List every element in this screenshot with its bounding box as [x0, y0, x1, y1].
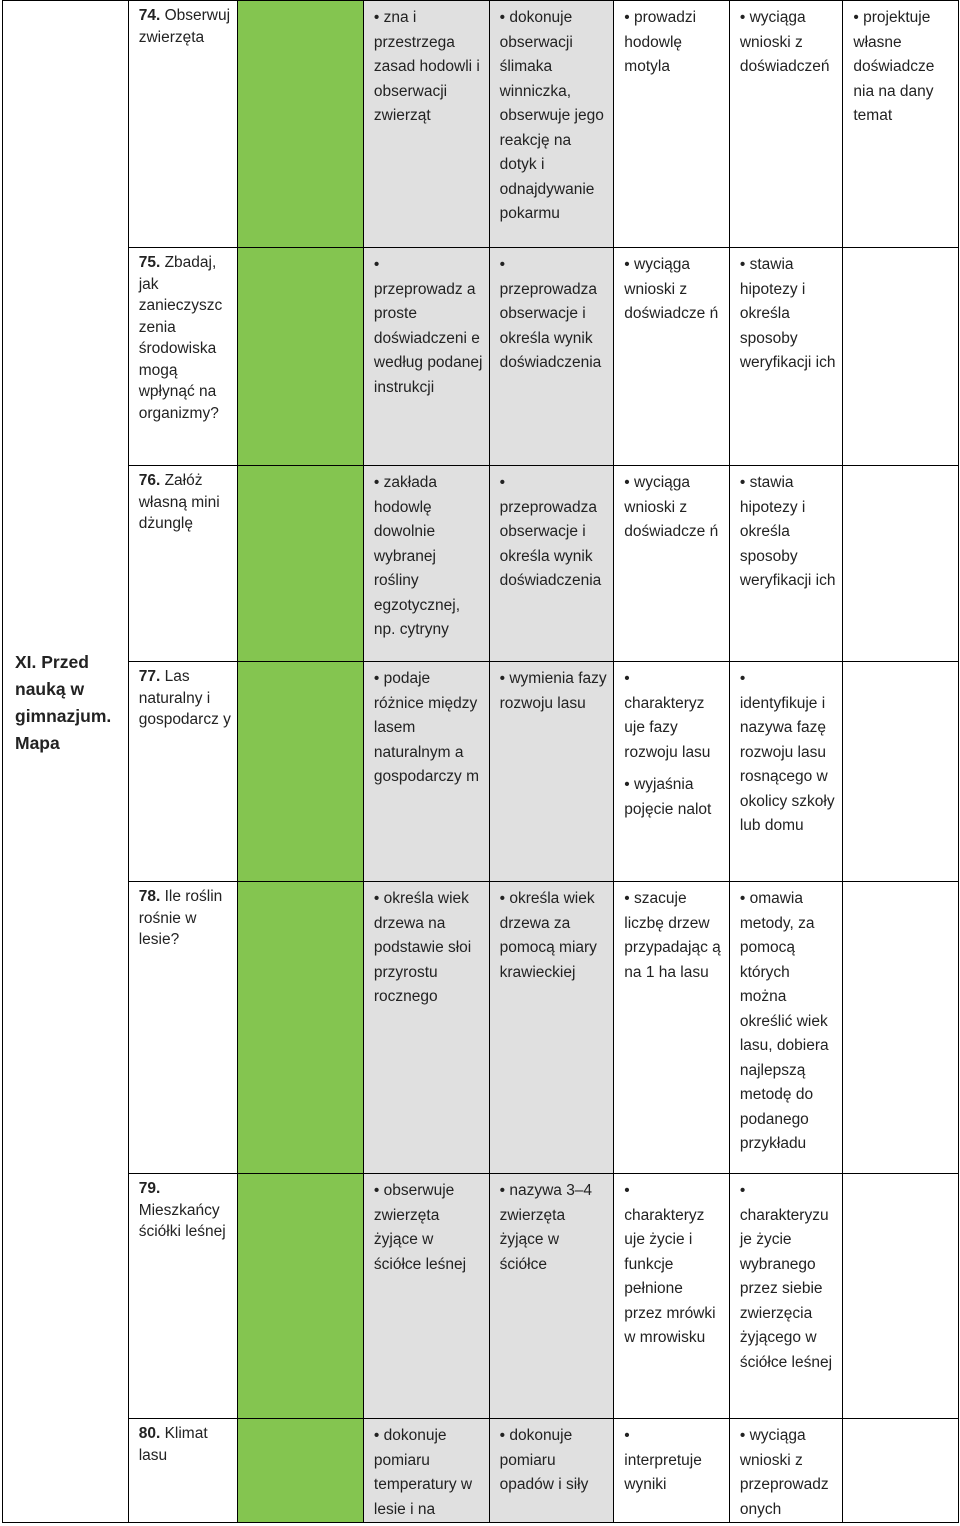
- bullet-icon: [624, 667, 723, 692]
- requirement-list: [490, 662, 614, 716]
- bullet-icon: [740, 667, 837, 692]
- requirement-level-2-cell: [489, 248, 614, 466]
- requirement-item: [740, 471, 837, 594]
- requirement-item: [624, 773, 723, 822]
- requirement-text: dokonuje obserwacji ślimaka winniczka, obserwuje jego reakcję na dotyk i odnajdywanie pokarmu: [499, 9, 604, 222]
- requirement-list: [843, 662, 958, 667]
- table-row: [3, 466, 959, 662]
- requirement-item: [374, 471, 483, 643]
- requirement-list: [614, 882, 729, 985]
- green-column-cell: [238, 466, 364, 662]
- requirement-list: [490, 1419, 614, 1498]
- requirement-level-3-cell: [614, 1419, 730, 1523]
- curriculum-table: [2, 0, 959, 1523]
- requirement-level-1-cell: [363, 466, 489, 662]
- requirement-text: stawia hipotezy i określa sposoby weryfikacji ich: [739, 256, 836, 371]
- requirement-item: [500, 253, 608, 376]
- requirement-level-4-cell: [729, 882, 843, 1174]
- requirement-item: [374, 253, 483, 400]
- requirement-item: [624, 1179, 723, 1351]
- requirement-text: zna i przestrzega zasad hodowli i obserwacji zwierząt: [373, 9, 480, 124]
- requirement-level-2-cell: [489, 1, 614, 248]
- requirement-text: przeprowadz a proste doświadczeni e według podanej instrukcji: [373, 280, 483, 396]
- requirement-item: [374, 6, 483, 129]
- requirement-text: charakteryzu je życie wybranego przez siebie zwierzęcia żyjącego w ściółce leśnej: [739, 1206, 833, 1371]
- lesson-number: 77.: [138, 668, 161, 685]
- section-title: XI. Przed nauką w gimnazjum. Mapa: [15, 652, 112, 753]
- requirement-level-1-cell: [363, 1419, 489, 1523]
- requirement-text: nazywa 3–4 zwierzęta żyjące w ściółce: [499, 1182, 593, 1273]
- requirement-text: wymienia fazy rozwoju lasu: [499, 670, 607, 712]
- requirement-level-4-cell: [729, 1, 843, 248]
- lesson-heading: [129, 662, 237, 731]
- requirement-level-3-cell: [614, 1, 730, 248]
- requirement-level-2-cell: [489, 1174, 614, 1419]
- lesson-title: Mieszkańcy ściółki leśnej: [138, 1201, 226, 1240]
- requirement-level-4-cell: [729, 248, 843, 466]
- requirement-list: [364, 662, 489, 790]
- lesson-cell: [128, 248, 237, 466]
- requirement-list: [730, 466, 843, 594]
- requirement-list: [730, 1174, 843, 1375]
- requirement-list: [490, 1, 614, 227]
- requirement-level-1-cell: [363, 1, 489, 248]
- requirement-item: [500, 887, 608, 985]
- lesson-title: Klimat lasu: [138, 1425, 208, 1464]
- lesson-title: Obserwuj zwierzęta: [138, 7, 231, 46]
- requirement-level-5-cell: [843, 466, 959, 662]
- table-row: [3, 1, 959, 248]
- requirement-level-3-cell: [614, 1174, 730, 1419]
- requirement-list: [364, 1419, 489, 1522]
- requirement-list: [614, 1, 729, 80]
- green-column-cell: [238, 662, 364, 882]
- green-column-cell: [238, 1419, 364, 1523]
- requirement-list: [843, 1419, 958, 1424]
- requirement-text: stawia hipotezy i określa sposoby weryfikacji ich: [739, 474, 836, 589]
- requirement-text: projektuje własne doświadcze nia na dany temat: [853, 9, 935, 124]
- requirement-list: [843, 466, 958, 471]
- lesson-title: Zbadaj, jak zanieczyszc zenia środowiska mogą wpłynąć na organizmy?: [138, 254, 223, 422]
- requirement-item: [740, 253, 837, 376]
- bullet-icon: [374, 253, 483, 278]
- requirement-item: [740, 887, 837, 1157]
- lesson-heading: [129, 248, 237, 424]
- requirement-text: zakłada hodowlę dowolnie wybranej rośliny egzotycznej, np. cytryny: [373, 474, 461, 638]
- requirement-list: [490, 1174, 614, 1277]
- requirement-level-5-cell: [843, 1, 959, 248]
- requirement-item: [500, 471, 608, 594]
- lesson-title: Załóż własną mini dżunglę: [138, 472, 220, 532]
- requirement-text: identyfikuje i nazywa fazę rozwoju lasu rosnącego w okolicy szkoły lub domu: [739, 694, 835, 834]
- requirement-item: [740, 667, 837, 839]
- requirement-level-3-cell: [614, 662, 730, 882]
- requirement-level-4-cell: [729, 662, 843, 882]
- requirement-text: przeprowadza obserwacje i określa wynik doświadczenia: [499, 280, 602, 371]
- table-row: [3, 1419, 959, 1523]
- lesson-title: Las naturalny i gospodarcz y: [138, 668, 231, 728]
- requirement-text: prowadzi hodowlę motyla: [624, 9, 697, 75]
- requirement-text: przeprowadza obserwacje i określa wynik doświadczenia: [499, 498, 602, 589]
- lesson-title: Ile roślin rośnie w lesie?: [138, 888, 223, 948]
- requirement-list: [614, 248, 729, 327]
- requirement-list: [614, 662, 729, 822]
- requirement-level-1-cell: [363, 882, 489, 1174]
- requirement-list: [730, 1, 843, 80]
- table-row: [3, 1174, 959, 1419]
- requirement-item: [624, 253, 723, 327]
- table-row: [3, 662, 959, 882]
- bullet-icon: [740, 1179, 837, 1204]
- requirement-level-3-cell: [614, 248, 730, 466]
- requirement-item: [624, 667, 723, 765]
- requirement-text: omawia metody, za pomocą których można określić wiek lasu, dobiera najlepszą metodę do podanego przykładu: [739, 890, 829, 1152]
- requirement-level-5-cell: [843, 1174, 959, 1419]
- requirement-level-3-cell: [614, 882, 730, 1174]
- requirement-item: [500, 1424, 608, 1498]
- requirement-list: [364, 882, 489, 1010]
- requirement-level-1-cell: [363, 662, 489, 882]
- requirement-level-4-cell: [729, 466, 843, 662]
- requirement-list: [490, 248, 614, 376]
- requirement-list: [730, 662, 843, 839]
- requirement-list: [730, 248, 843, 376]
- requirement-text: dokonuje pomiaru opadów i siły: [499, 1427, 589, 1493]
- requirement-item: [500, 6, 608, 227]
- bullet-icon: [500, 471, 608, 496]
- requirement-text: charakteryz uje życie i funkcje pełnione przez mrówki w mrowisku: [624, 1206, 716, 1346]
- lesson-heading: [129, 882, 237, 951]
- requirement-item: [740, 1179, 837, 1375]
- requirement-text: charakteryz uje fazy rozwoju lasu: [624, 694, 711, 761]
- requirement-item: [374, 1179, 483, 1277]
- requirement-text: wyjaśnia pojęcie nalot: [624, 776, 712, 818]
- green-column-cell: [238, 882, 364, 1174]
- requirement-list: [843, 1, 958, 129]
- requirement-list: [843, 1174, 958, 1179]
- requirement-item: [374, 887, 483, 1010]
- requirement-text: określa wiek drzewa za pomocą miary krawieckiej: [499, 890, 597, 981]
- requirement-text: interpretuje wyniki: [624, 1451, 702, 1493]
- lesson-heading: [129, 1174, 237, 1243]
- requirement-level-2-cell: [489, 466, 614, 662]
- requirement-text: dokonuje pomiaru temperatury w lesie i na: [373, 1427, 473, 1518]
- requirement-list: [364, 1174, 489, 1277]
- table-body: [3, 1, 959, 1523]
- requirement-item: [500, 667, 608, 716]
- green-column-cell: [238, 248, 364, 466]
- requirement-level-2-cell: [489, 1419, 614, 1523]
- requirement-level-5-cell: [843, 248, 959, 466]
- section-cell: [3, 1, 129, 1523]
- requirement-level-1-cell: [363, 1174, 489, 1419]
- lesson-cell: [128, 466, 237, 662]
- requirement-item: [624, 1424, 723, 1498]
- requirement-list: [364, 466, 489, 643]
- requirement-text: wyciąga wnioski z doświadcze ń: [624, 474, 719, 540]
- lesson-number: 79.: [138, 1180, 161, 1197]
- lesson-number: 80.: [138, 1425, 161, 1442]
- lesson-heading: [129, 1, 237, 48]
- requirement-list: [730, 1419, 843, 1522]
- requirement-text: obserwuje zwierzęta żyjące w ściółce leśnej: [373, 1182, 467, 1273]
- requirement-item: [624, 887, 723, 985]
- requirement-list: [614, 466, 729, 545]
- lesson-number: 75.: [138, 254, 161, 271]
- requirement-text: wyciąga wnioski z doświadcze ń: [624, 256, 719, 322]
- requirement-text: podaje różnice między lasem naturalnym a gospodarczy m: [373, 670, 479, 785]
- requirement-level-5-cell: [843, 882, 959, 1174]
- requirement-item: [374, 667, 483, 790]
- requirement-list: [364, 1, 489, 129]
- table-row: [3, 882, 959, 1174]
- requirement-text: określa wiek drzewa na podstawie słoi przyrostu rocznego: [373, 890, 472, 1005]
- bullet-icon: [624, 1424, 723, 1449]
- requirement-level-3-cell: [614, 466, 730, 662]
- requirement-item: [624, 6, 723, 80]
- requirement-level-2-cell: [489, 882, 614, 1174]
- lesson-number: 76.: [138, 472, 161, 489]
- lesson-cell: [128, 1419, 237, 1523]
- requirement-item: [624, 471, 723, 545]
- requirement-list: [490, 466, 614, 594]
- requirement-item: [740, 6, 837, 80]
- requirement-level-5-cell: [843, 1419, 959, 1523]
- lesson-heading: [129, 466, 237, 535]
- requirement-level-2-cell: [489, 662, 614, 882]
- requirement-text: wyciąga wnioski z przeprowadz onych: [739, 1427, 829, 1518]
- lesson-number: 74.: [138, 7, 161, 24]
- bullet-icon: [500, 253, 608, 278]
- requirement-list: [490, 882, 614, 985]
- requirement-level-4-cell: [729, 1419, 843, 1523]
- requirement-level-4-cell: [729, 1174, 843, 1419]
- requirement-level-1-cell: [363, 248, 489, 466]
- requirement-item: [374, 1424, 483, 1522]
- requirement-level-5-cell: [843, 662, 959, 882]
- lesson-cell: [128, 1174, 237, 1419]
- requirement-item: [500, 1179, 608, 1277]
- requirement-list: [843, 882, 958, 887]
- requirement-list: [843, 248, 958, 253]
- lesson-cell: [128, 662, 237, 882]
- table-row: [3, 248, 959, 466]
- requirement-list: [614, 1419, 729, 1498]
- lesson-number: 78.: [138, 888, 161, 905]
- bullet-icon: [624, 1179, 723, 1204]
- lesson-heading: [129, 1419, 237, 1466]
- lesson-cell: [128, 882, 237, 1174]
- requirement-list: [730, 882, 843, 1157]
- requirement-item: [740, 1424, 837, 1522]
- green-column-cell: [238, 1, 364, 248]
- requirement-list: [364, 248, 489, 400]
- requirement-text: wyciąga wnioski z doświadczeń: [739, 9, 830, 75]
- requirement-list: [614, 1174, 729, 1351]
- green-column-cell: [238, 1174, 364, 1419]
- lesson-cell: [128, 1, 237, 248]
- requirement-text: szacuje liczbę drzew przypadając ą na 1 ha lasu: [624, 890, 721, 981]
- requirement-item: [853, 6, 952, 129]
